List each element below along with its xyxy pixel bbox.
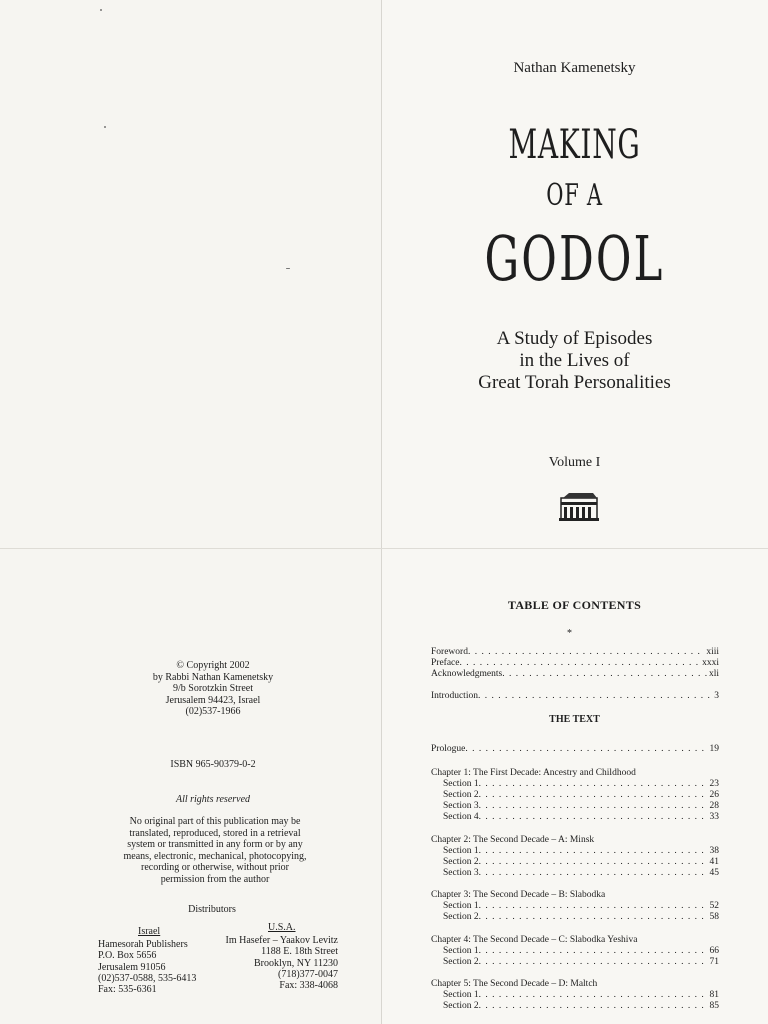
- leader-dots: [479, 901, 708, 912]
- page-fold-vertical: [381, 0, 382, 1024]
- leader-dots: [479, 1001, 708, 1012]
- toc-chapter-title: Chapter 4: The Second Decade – C: Slabodka Yeshiva: [431, 935, 638, 945]
- toc-entry-page: 85: [709, 1001, 719, 1011]
- toc-section-entry: [443, 790, 719, 801]
- leader-dots: [479, 957, 708, 968]
- toc-entry-page: 45: [709, 868, 719, 878]
- leader-dots: [459, 658, 700, 669]
- toc-entry-page: 28: [709, 801, 719, 811]
- leader-dots: [479, 790, 708, 801]
- toc-entry-page: 23: [709, 779, 719, 789]
- copyright-line: 9/b Sorotzkin Street: [173, 683, 253, 694]
- toc-entry-page: 19: [709, 744, 719, 754]
- leader-dots: [479, 812, 708, 823]
- leader-dots: [502, 669, 707, 680]
- toc-section-entry: [443, 812, 719, 823]
- toc-entry-label: Acknowledgments: [431, 669, 503, 679]
- toc-entry-label: Section 2: [443, 912, 479, 922]
- copyright-line: by Rabbi Nathan Kamenetsky: [152, 671, 274, 683]
- author-name: Nathan Kamenetsky: [513, 60, 636, 76]
- toc-entry-label: Prologue: [431, 744, 466, 754]
- toc-entry-page: 38: [709, 846, 719, 856]
- title-line-making: MAKING: [508, 122, 641, 168]
- toc-section-entry: [443, 1001, 719, 1012]
- toc-entry-label: Section 2: [443, 857, 479, 867]
- leader-dots: [478, 691, 712, 702]
- paper-speck: [286, 268, 290, 269]
- leader-dots: [479, 801, 708, 812]
- subtitle: [381, 328, 768, 394]
- toc-entry-label: Preface: [431, 658, 460, 668]
- toc-entry-label: Section 2: [443, 957, 479, 967]
- subtitle-line: in the Lives of: [519, 350, 630, 371]
- toc-entry-page: 71: [709, 957, 719, 967]
- notice-line: system or transmitted in any form or by any: [127, 839, 303, 850]
- copyright-line: © Copyright 2002: [176, 660, 250, 671]
- page-fold-horizontal: [0, 548, 768, 549]
- toc-chapter-title: Chapter 2: The Second Decade – A: Minsk: [431, 835, 595, 845]
- toc-entry-label: Section 1: [443, 846, 479, 856]
- toc-entry-label: Section 1: [443, 779, 479, 789]
- toc-section-heading: THE TEXT: [549, 714, 600, 725]
- distributors-label: Distributors: [188, 904, 236, 915]
- toc-entry: [431, 658, 719, 669]
- toc-chapter-title: Chapter 1: The First Decade: Ancestry and Childhood: [431, 768, 636, 778]
- notice-line: No original part of this publication may be: [129, 816, 301, 827]
- leader-dots: [479, 846, 708, 857]
- leader-dots: [479, 857, 708, 868]
- leader-dots: [479, 779, 708, 790]
- toc-entry-page: 52: [709, 901, 719, 911]
- toc-title: TABLE OF CONTENTS: [507, 598, 642, 612]
- blank-page: [0, 0, 381, 548]
- leader-dots: [479, 946, 708, 957]
- toc-chapter-title: Chapter 5: The Second Decade – D: Maltch: [431, 979, 598, 989]
- isbn: ISBN 965-90379-0-2: [170, 759, 256, 770]
- toc-entry-label: Section 2: [443, 790, 479, 800]
- rights-reserved: All rights reserved: [175, 794, 251, 805]
- notice-line: translated, reproduced, stored in a retrieval: [129, 827, 301, 839]
- toc-entry-label: Foreword: [431, 647, 468, 657]
- address-line: 1188 E. 18th Street: [261, 946, 338, 958]
- toc-entry-page: 81: [709, 990, 719, 1000]
- leader-dots: [479, 912, 708, 923]
- leader-dots: [465, 744, 707, 755]
- address-line: (718)377-0047: [278, 968, 338, 980]
- paper-speck: [104, 126, 106, 128]
- toc-entry-label: Section 4: [443, 812, 479, 822]
- toc-section-entry: [443, 801, 719, 812]
- address-line: P.O. Box 5656: [98, 950, 157, 962]
- toc-entry: [431, 744, 719, 755]
- toc-entry: [431, 691, 719, 702]
- address-line: Hamesorah Publishers: [98, 939, 188, 950]
- subtitle-line: A Study of Episodes: [496, 328, 653, 349]
- toc-entry-label: Introduction: [431, 691, 478, 701]
- leader-dots: [468, 647, 704, 658]
- toc-entry-page: 3: [714, 691, 719, 701]
- paper-speck: [100, 9, 102, 11]
- notice-line: means, electronic, mechanical, photocopying,: [123, 850, 307, 862]
- address-line: Im Hasefer – Yaakov Levitz: [225, 935, 338, 946]
- notice-line: recording or otherwise, without prior: [140, 862, 290, 873]
- toc-entry-label: Section 2: [443, 1001, 479, 1011]
- address-line: Brooklyn, NY 11230: [254, 957, 338, 969]
- usa-address: [214, 935, 338, 991]
- copyright-line: Jerusalem 94423, Israel: [165, 694, 261, 706]
- address-line: (02)537-0588, 535-6413: [98, 972, 197, 984]
- toc-entry: [431, 669, 719, 680]
- israel-address: [98, 939, 228, 995]
- toc-section-entry: [443, 957, 719, 968]
- copyright-line: (02)537-1966: [185, 706, 241, 717]
- toc-entry-page: 66: [709, 946, 719, 956]
- toc-entry: [431, 647, 719, 658]
- toc-section-entry: [443, 868, 719, 879]
- toc-chapter-title: Chapter 3: The Second Decade – B: Slabodka: [431, 890, 606, 900]
- toc-entry-label: Section 3: [443, 868, 479, 878]
- reproduction-notice: [110, 816, 320, 885]
- toc-section-entry: [443, 990, 719, 1001]
- toc-section-entry: [443, 946, 719, 957]
- subtitle-line: Great Torah Personalities: [478, 372, 671, 393]
- toc-entry-page: xxxi: [702, 658, 719, 668]
- toc-section-entry: [443, 857, 719, 868]
- toc-entry-label: Section 1: [443, 901, 479, 911]
- toc-entry-page: 26: [709, 790, 719, 800]
- copyright-block: [128, 660, 298, 718]
- title-page: [381, 0, 768, 548]
- toc-page: [381, 548, 768, 1024]
- address-line: Fax: 338-4068: [279, 980, 338, 992]
- copyright-page: [0, 548, 381, 1024]
- israel-heading: Israel: [138, 926, 161, 937]
- toc-entry-label: Section 1: [443, 946, 479, 956]
- toc-section-entry: [443, 901, 719, 912]
- toc-entry-page: 33: [709, 812, 719, 822]
- notice-line: permission from the author: [160, 873, 270, 885]
- toc-section-entry: [443, 779, 719, 790]
- toc-entry-page: xli: [708, 669, 719, 679]
- building-logo-icon: [559, 492, 599, 522]
- toc-section-entry: [443, 846, 719, 857]
- volume-label: Volume I: [548, 455, 601, 470]
- address-line: Fax: 535-6361: [98, 984, 157, 996]
- toc-entry-label: Section 1: [443, 990, 479, 1000]
- address-line: Jerusalem 91056: [98, 961, 166, 973]
- leader-dots: [479, 868, 708, 879]
- toc-entry-page: 58: [709, 912, 719, 922]
- toc-entry-page: 41: [709, 857, 719, 867]
- toc-entry-label: Section 3: [443, 801, 479, 811]
- toc-entry-page: xiii: [706, 647, 719, 657]
- toc-ornament: *: [567, 628, 572, 639]
- title-line-of-a: OF A: [546, 178, 603, 213]
- leader-dots: [479, 990, 708, 1001]
- title-line-godol: GODOL: [484, 222, 665, 295]
- toc-section-entry: [443, 912, 719, 923]
- usa-heading: U.S.A.: [268, 922, 296, 933]
